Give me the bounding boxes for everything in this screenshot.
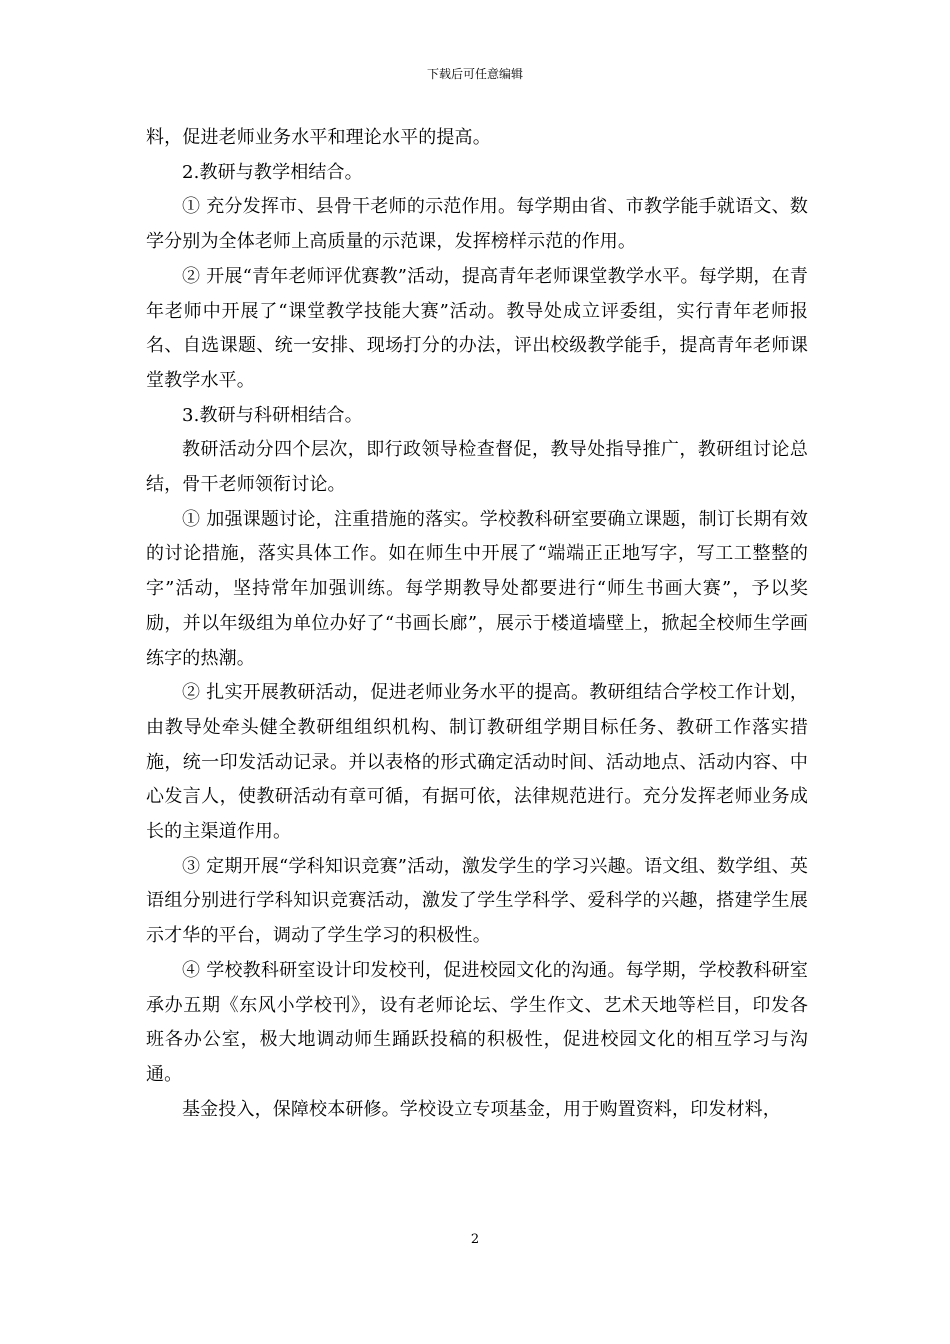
paragraph-5: 3.教研与科研相结合。 bbox=[182, 404, 363, 426]
paragraph-9: ③ 定期开展“学科知识竞赛”活动，激发学生的学习兴趣。语文组、数学组、英语组分别进行学科知识竞赛活动，激发了学生学科学、爱科学的兴趣，搭建学生展示才华的平台，调动了学生学习的积极性。 bbox=[146, 855, 808, 947]
document-body bbox=[146, 121, 808, 1127]
paragraph-2: 2.教研与教学相结合。 bbox=[182, 161, 363, 183]
paragraph-7: ① 加强课题讨论，注重措施的落实。学校教科研室要确立课题，制订长期有效的讨论措施，落实具体工作。如在师生中开展了“端端正正地写字，写工工整整的字”活动，坚持常年加强训练。每学期教导处都要进行“师生书画大赛”，予以奖励，并以年级组为单位办好了“书画长廊”，展示于楼道墙壁上，掀起全校师生学画练字的热潮。 bbox=[146, 508, 808, 669]
paragraph-1: 料，促进老师业务水平和理论水平的提高。 bbox=[146, 127, 491, 148]
paragraph-3: ① 充分发挥市、县骨干老师的示范作用。每学期由省、市教学能手就语文、数学分别为全体老师上高质量的示范课，发挥榜样示范的作用。 bbox=[146, 196, 808, 253]
page-header: 下载后可任意编辑 bbox=[426, 67, 523, 81]
paragraph-8: ② 扎实开展教研活动，促进老师业务水平的提高。教研组结合学校工作计划，由教导处牵头健全教研组组织机构、制订教研组学期目标任务、教研工作落实措施，统一印发活动记录。并以表格的形式确定活动时间、活动地点、活动内容、中心发言人，使教研活动有章可循，有据可依，法律规范进行。充分发挥老师业务成长的主渠道作用。 bbox=[146, 682, 808, 843]
paragraph-10: ④ 学校教科研室设计印发校刊，促进校园文化的沟通。每学期，学校教科研室承办五期《东风小学校刊》，设有老师论坛、学生作文、艺术天地等栏目，印发各班各办公室，极大地调动师生踊跃投稿的积极性，促进校园文化的相互学习与沟通。 bbox=[146, 959, 808, 1085]
paragraph-6: 教研活动分四个层次，即行政领导检查督促，教导处指导推广，教研组讨论总结，骨干老师领衔讨论。 bbox=[146, 439, 808, 496]
page-number: 2 bbox=[470, 1232, 480, 1247]
paragraph-4: ② 开展“青年老师评优赛教”活动，提高青年老师课堂教学水平。每学期，在青年老师中开展了“课堂教学技能大赛”活动。教导处成立评委组，实行青年老师报名、自选课题、统一安排、现场打分的办法，评出校级教学能手，提高青年老师课堂教学水平。 bbox=[146, 265, 808, 391]
paragraph-11: 基金投入，保障校本研修。学校设立专项基金，用于购置资料，印发材料， bbox=[182, 1098, 781, 1120]
